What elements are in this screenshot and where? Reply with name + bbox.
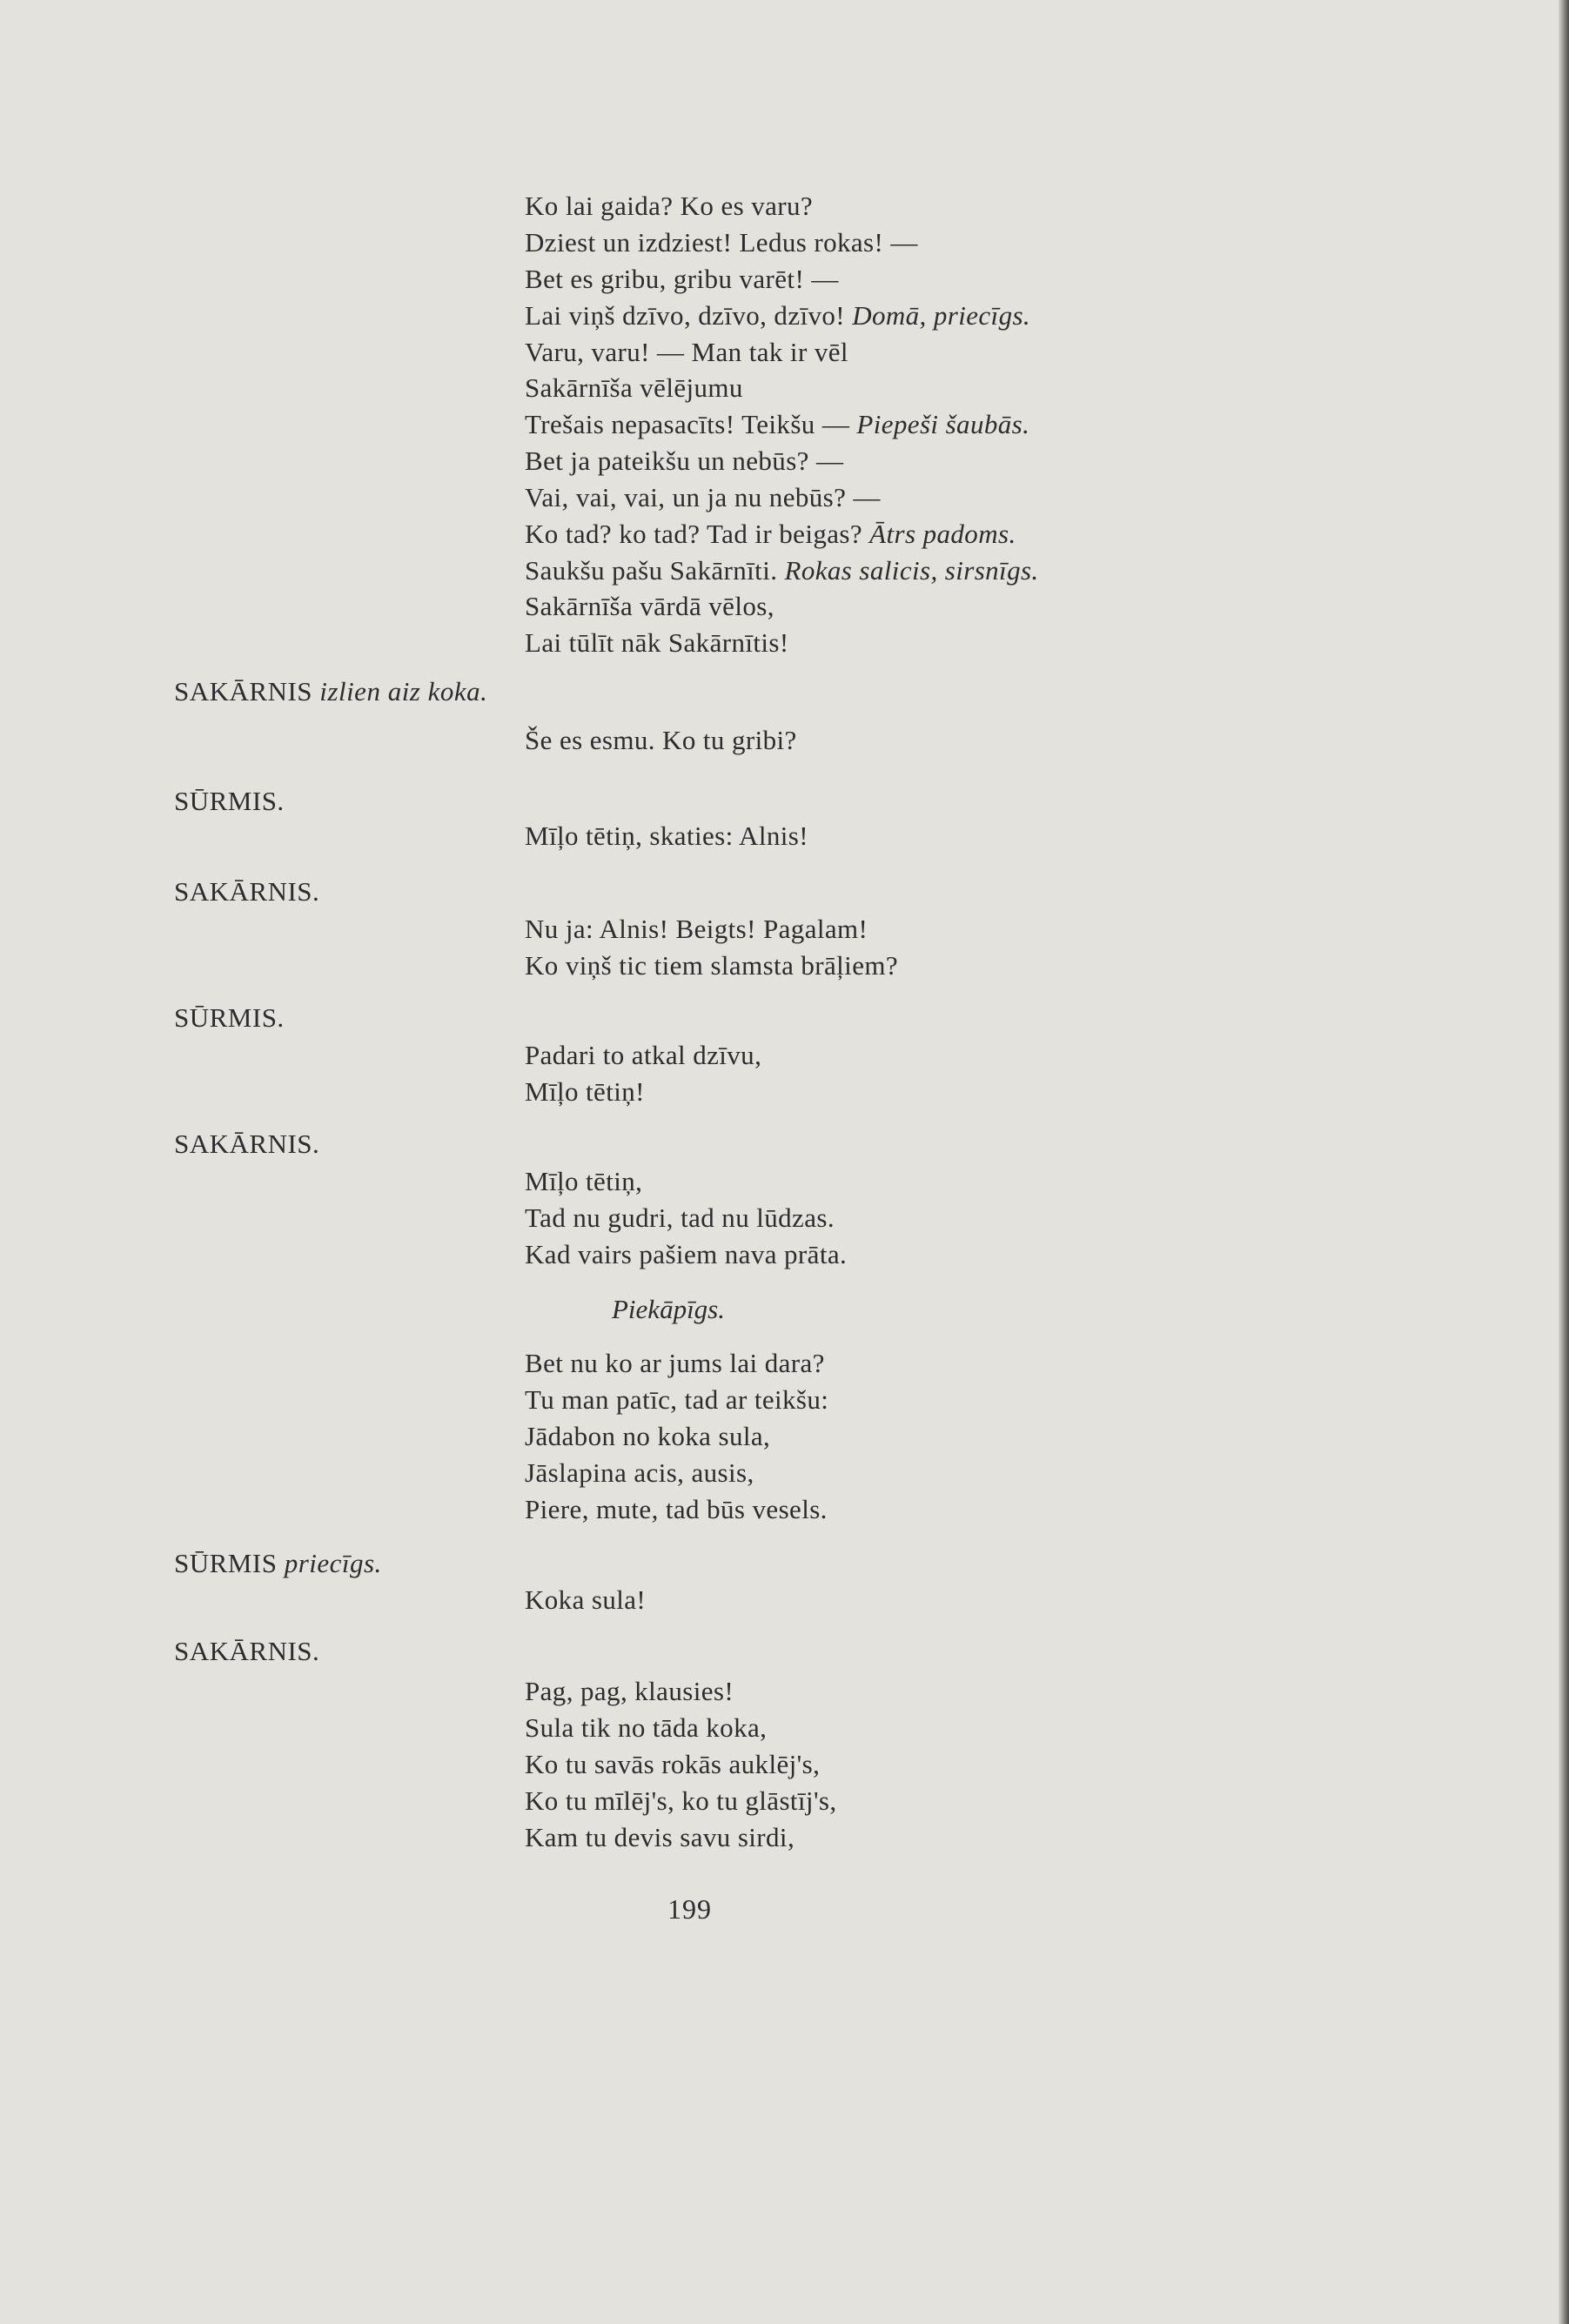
verse-line: Varu, varu! — Man tak ir vēl: [525, 337, 848, 367]
speaker-name: SAKĀRNIS.: [174, 1636, 320, 1666]
verse-line: Ko viņš tic tiem slamsta brāļiem?: [525, 950, 899, 981]
speaker-name: SAKĀRNIS izlien aiz koka.: [174, 676, 488, 707]
verse-line: Ko tu savās rokās auklēj's,: [525, 1749, 821, 1779]
verse-line: Saukšu pašu Sakārnīti. Rokas salicis, sirsnīgs.: [525, 555, 1039, 586]
verse-line: Ko lai gaida? Ko es varu?: [525, 191, 814, 221]
verse-line: Nu ja: Alnis! Beigts! Pagalam!: [525, 914, 868, 944]
verse-line: Sakārnīša vēlējumu: [525, 372, 743, 403]
verse-line: Ko tad? ko tad? Tad ir beigas? Ātrs padoms.: [525, 519, 1016, 549]
speaker-name: SAKĀRNIS.: [174, 1129, 320, 1159]
verse-line: Tad nu gudri, tad nu lūdzas.: [525, 1202, 835, 1233]
verse-line: Pag, pag, klausies!: [525, 1676, 734, 1706]
stage-direction: priecīgs.: [284, 1548, 382, 1578]
verse-line: Še es esmu. Ko tu gribi?: [525, 725, 797, 755]
verse-line: Vai, vai, vai, un ja nu nebūs? —: [525, 482, 881, 512]
verse-line: Bet nu ko ar jums lai dara?: [525, 1348, 825, 1378]
verse-line: Kad vairs pašiem nava prāta.: [525, 1239, 848, 1269]
speaker-name: SŪRMIS.: [174, 1002, 285, 1033]
speaker-name: SŪRMIS.: [174, 786, 285, 816]
verse-line: Mīļo tētiņ!: [525, 1076, 645, 1107]
page-number: 199: [667, 1893, 712, 1925]
verse-line: Lai viņš dzīvo, dzīvo, dzīvo! Domā, priecīgs.: [525, 300, 1031, 331]
stage-direction: Ātrs padoms.: [869, 519, 1016, 549]
speaker-name: SAKĀRNIS.: [174, 876, 320, 907]
page-edge-shadow: [1559, 0, 1569, 2324]
verse-line: Jāslapina acis, ausis,: [525, 1457, 754, 1488]
verse-line: Padari to atkal dzīvu,: [525, 1040, 762, 1070]
stage-direction: Domā, priecīgs.: [852, 300, 1031, 331]
stage-direction: Rokas salicis, sirsnīgs.: [784, 555, 1039, 586]
verse-line: Dziest un izdziest! Ledus rokas! —: [525, 227, 918, 258]
stage-direction: izlien aiz koka.: [319, 676, 488, 707]
verse-line: Lai tūlīt nāk Sakārnītis!: [525, 627, 789, 658]
verse-line: Bet es gribu, gribu varēt! —: [525, 264, 839, 294]
verse-line: Mīļo tētiņ, skaties: Alnis!: [525, 820, 808, 851]
verse-line: Koka sula!: [525, 1584, 647, 1615]
verse-line: Sula tik no tāda koka,: [525, 1712, 768, 1743]
verse-line: Trešais nepasacīts! Teikšu — Piepeši šaubās.: [525, 409, 1030, 439]
verse-line: Mīļo tētiņ,: [525, 1166, 643, 1196]
stage-direction: Piekāpīgs.: [612, 1294, 725, 1324]
verse-line: Piere, mute, tad būs vesels.: [525, 1494, 828, 1524]
verse-line: Ko tu mīlēj's, ko tu glāstīj's,: [525, 1785, 837, 1816]
stage-direction: Piepeši šaubās.: [856, 409, 1030, 439]
verse-line: Jādabon no koka sula,: [525, 1421, 771, 1451]
verse-line: Bet ja pateikšu un nebūs? —: [525, 445, 844, 476]
speaker-name: SŪRMIS priecīgs.: [174, 1548, 382, 1578]
verse-line: Kam tu devis savu sirdi,: [525, 1822, 795, 1852]
verse-line: Tu man patīc, tad ar teikšu:: [525, 1384, 829, 1415]
verse-line: Sakārnīša vārdā vēlos,: [525, 591, 774, 621]
